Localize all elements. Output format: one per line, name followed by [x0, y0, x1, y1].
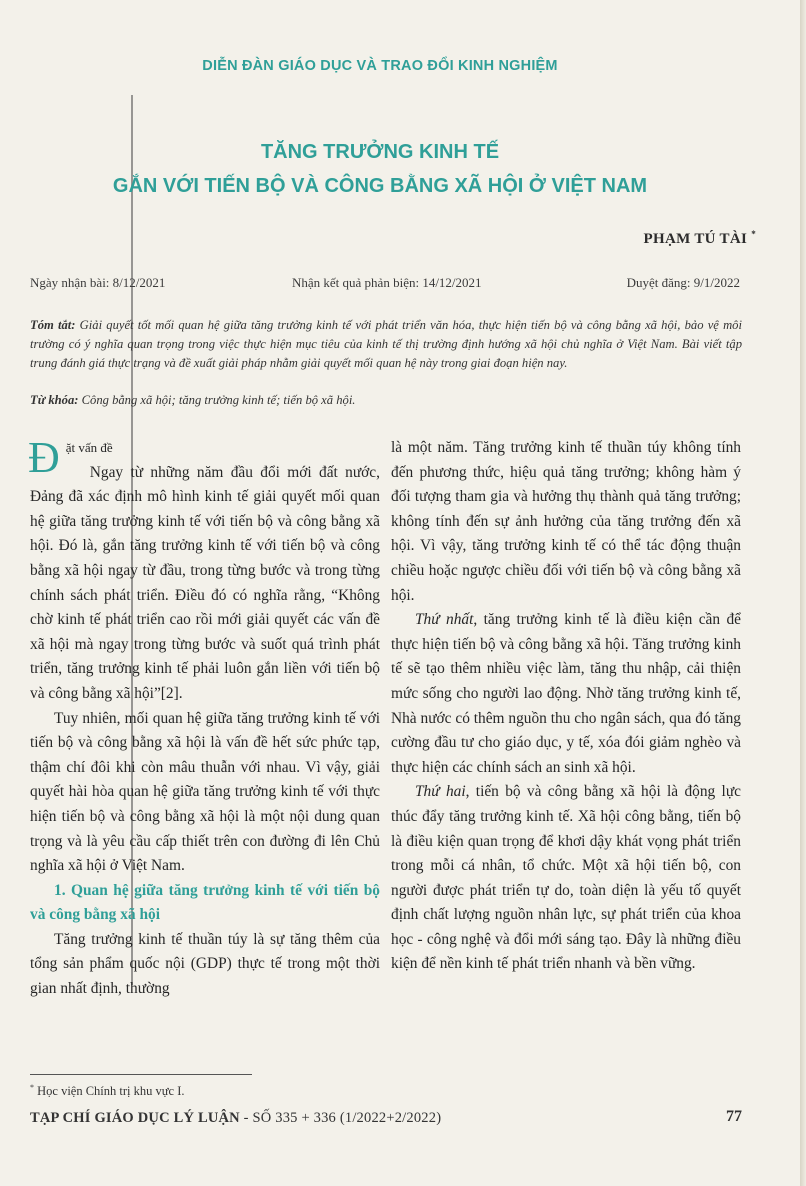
page-number: 77	[726, 1108, 742, 1125]
section-heading-1: 1. Quan hệ giữa tăng trưởng kinh tế với tiến bộ và công bằng xã hội	[30, 881, 380, 924]
intro-heading-text: ặt vấn đề	[65, 440, 113, 455]
paragraph-text: , tăng trưởng kinh tế là điều kiện cần để thực hiện tiến bộ và công bằng xã hội. Tăng trưởng kinh tế sẽ tạo thêm nhiều việc làm, tăng thu nhập, cải thiện mức sống cho người lao động. Nhờ tăng trưởng kinh tế, Nhà nước có thêm nguồn thu cho ngân sách, qua đó tăng cường đầu tư cho giáo dục, y tế, xóa đói giảm nghèo và thực hiện các chính sách an sinh xã hội.	[391, 611, 742, 776]
footnote-text: Học viện Chính trị khu vực I.	[34, 1084, 185, 1099]
keywords-text: Công bằng xã hội; tăng trưởng kinh tế; tiến bộ xã hội.	[78, 393, 356, 407]
paragraph: Tuy nhiên, mối quan hệ giữa tăng trưởng kinh tế với tiến bộ và công bằng xã hội là vấn đề hết sức phức tạp, thậm chí đôi khi còn mâu thuẫn với nhau. Vì vậy, giải quyết hài hòa quan hệ giữa tăng trưởng kinh tế với thực hiện tiến bộ và công bằng xã hội là một nội dung quan trọng và là yêu cầu cấp thiết trên con đường đi lên Chủ nghĩa xã hội ở Việt Nam.	[30, 709, 380, 875]
paragraph-text: , tiến bộ và công bằng xã hội là động lực thúc đẩy tăng trưởng kinh tế. Xã hội công bằng, tiến bộ là điều kiện quan trọng để khơi dậy khát vọng phát triển trong mỗi cá nhân, tổ chức. Một xã hội tiến bộ, con người được phát triển tự do, toàn diện là yếu tố quyết định chất lượng nguồn nhân lực, sự phát triển của khoa học - công nghệ và đổi mới sáng tạo. Đây là những điều kiện để nền kinh tế phát triển nhanh và bền vững.	[391, 783, 741, 973]
section-header: DIỄN ĐÀN GIÁO DỤC VÀ TRAO ĐỔI KINH NGHIỆM	[202, 58, 558, 74]
keywords	[30, 393, 742, 408]
article-title-line-2: GẮN VỚI TIẾN BỘ VÀ CÔNG BẰNG XÃ HỘI Ở VIỆT NAM	[112, 175, 648, 197]
abstract	[30, 316, 742, 373]
paragraph: Ngay từ những năm đầu đổi mới đất nước, Đảng đã xác định mô hình kinh tế giải quyết mối quan hệ giữa tăng trưởng kinh tế với tiến bộ và công bằng xã hội. Đó là, gắn tăng trưởng kinh tế với tiến bộ và công bằng xã hội ngay từ đầu, trong từng bước và trong từng chính sách phát triển. Điều đó có nghĩa rằng, “Không chờ kinh tế phát triển cao rồi mới giải quyết các vấn đề xã hội mà ngay trong từng bước và suốt quá trình phát triển, tăng trưởng kinh tế phải luôn gắn liền với tiến bộ và công bằng xã hội”[2].	[30, 463, 380, 702]
date-reviewed: Nhận kết quả phản biện: 14/12/2021	[292, 275, 482, 290]
journal-name: TẠP CHÍ GIÁO DỤC LÝ LUẬN	[30, 1110, 240, 1126]
intro-heading	[28, 433, 380, 482]
paragraph	[391, 780, 741, 977]
emphasis-first: Thứ nhất	[415, 611, 474, 629]
footnote-mark: *	[30, 1083, 34, 1092]
footnote	[30, 1083, 185, 1099]
author-name	[644, 229, 756, 248]
paragraph: là một năm. Tăng trưởng kinh tế thuần túy không tính đến phương thức, hiệu quả tăng trưởng; không hàm ý đối tượng tham gia và hưởng thụ thành quả tăng trưởng; không tính đến sự ảnh hưởng của tăng trưởng đến xã hội. Vì vậy, tăng trưởng kinh tế có thể tác động thuận chiều hoặc ngược chiều đối với tiến bộ và công bằng xã hội.	[391, 439, 741, 604]
author-text: PHẠM TÚ TÀI	[643, 231, 748, 247]
date-received: Ngày nhận bài: 8/12/2021	[30, 275, 166, 290]
page-edge-shadow	[800, 0, 806, 1186]
article-title-line-1: TĂNG TRƯỞNG KINH TẾ	[260, 141, 500, 163]
paragraph: Tăng trưởng kinh tế thuần túy là sự tăng thêm của tổng sản phẩm quốc nội (GDP) thực tế trong một thời gian nhất định, thường	[30, 930, 380, 998]
abstract-label: Tóm tắt:	[30, 318, 76, 332]
emphasis-second: Thứ hai	[415, 783, 466, 801]
author-footnote-mark: *	[751, 229, 756, 239]
drop-cap: Đ	[28, 433, 60, 482]
footnote-divider	[30, 1074, 252, 1075]
keywords-label: Từ khóa:	[30, 393, 79, 407]
left-column	[28, 433, 380, 1002]
journal-footer	[30, 1110, 441, 1127]
journal-issue: - SỐ 335 + 336 (1/2022+2/2022)	[239, 1110, 442, 1126]
paragraph	[391, 608, 741, 780]
date-approved: Duyệt đăng: 9/1/2022	[626, 275, 740, 290]
abstract-text: Giải quyết tốt mối quan hệ giữa tăng trưởng kinh tế với phát triển văn hóa, thực hiện tiến bộ và công bằng xã hội, bảo vệ môi trường có ý nghĩa quan trọng trong việc thực hiện mục tiêu của kinh tế thị trường định hướng xã hội chủ nghĩa ở Việt Nam. Bài viết tập trung đánh giá thực trạng và đề xuất giải pháp nhằm giải quyết mối quan hệ này trong giai đoạn hiện nay.	[30, 318, 742, 370]
right-column	[391, 436, 741, 977]
